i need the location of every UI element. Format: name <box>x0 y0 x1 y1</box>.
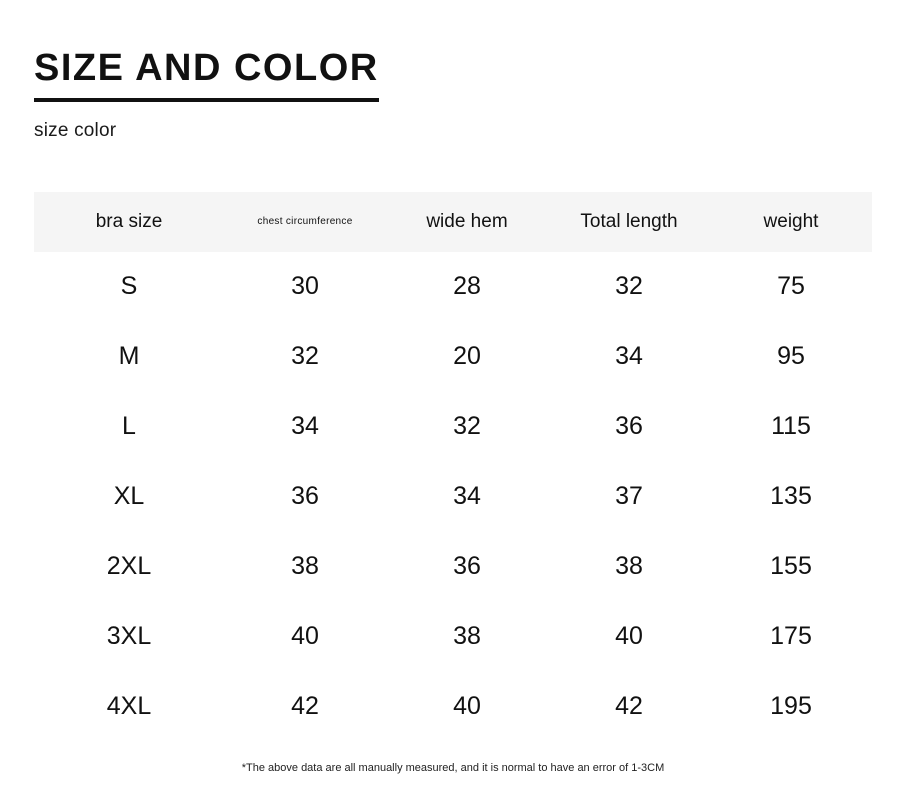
cell-length: 37 <box>615 482 643 511</box>
cell-chest: 30 <box>291 272 319 301</box>
cell-weight: 195 <box>770 692 812 721</box>
size-table-container <box>34 192 872 742</box>
column-header-chest-circumference: chest circumference <box>257 216 353 228</box>
table-body <box>34 252 872 742</box>
cell-weight: 155 <box>770 552 812 581</box>
cell-size: M <box>118 342 140 371</box>
cell-hem: 28 <box>453 272 481 301</box>
cell-hem: 38 <box>453 622 481 651</box>
column-header-weight: weight <box>763 210 819 232</box>
cell-chest: 42 <box>291 692 319 721</box>
table-row <box>34 462 872 532</box>
cell-weight: 115 <box>771 412 811 441</box>
measurement-disclaimer: *The above data are all manually measured, and it is normal to have an error of 1-3CM <box>241 762 665 774</box>
cell-hem: 20 <box>453 342 481 371</box>
cell-size: XL <box>113 482 145 511</box>
page-header <box>0 0 906 142</box>
cell-weight: 135 <box>770 482 812 511</box>
cell-size: 2XL <box>106 552 152 581</box>
column-header-wide-hem: wide hem <box>426 210 508 232</box>
cell-hem: 40 <box>453 692 481 721</box>
page-title: SIZE AND COLOR <box>34 48 379 102</box>
table-row <box>34 532 872 602</box>
table-header <box>34 192 872 252</box>
cell-length: 36 <box>615 412 643 441</box>
table-row <box>34 672 872 742</box>
cell-size: S <box>120 272 138 301</box>
cell-hem: 34 <box>453 482 481 511</box>
cell-chest: 32 <box>291 342 319 371</box>
cell-size: 3XL <box>106 622 152 651</box>
table-row <box>34 602 872 672</box>
cell-length: 38 <box>615 552 643 581</box>
table-header-row <box>34 192 872 252</box>
cell-length: 32 <box>615 272 643 301</box>
cell-size: L <box>122 412 136 441</box>
cell-hem: 36 <box>453 552 481 581</box>
cell-chest: 34 <box>291 412 319 441</box>
cell-length: 42 <box>615 692 643 721</box>
cell-weight: 175 <box>770 622 812 651</box>
table-row <box>34 252 872 322</box>
cell-weight: 75 <box>777 272 805 301</box>
cell-chest: 36 <box>291 482 319 511</box>
table-row <box>34 322 872 392</box>
cell-chest: 40 <box>291 622 319 651</box>
column-header-bra-size: bra size <box>95 210 163 232</box>
cell-weight: 95 <box>777 342 805 371</box>
cell-length: 34 <box>615 342 643 371</box>
cell-chest: 38 <box>291 552 319 581</box>
table-row <box>34 392 872 462</box>
cell-length: 40 <box>615 622 643 651</box>
cell-size: 4XL <box>106 692 152 721</box>
page-subtitle: size color <box>34 119 117 141</box>
cell-hem: 32 <box>453 412 481 441</box>
size-table <box>34 192 872 742</box>
column-header-total-length: Total length <box>580 210 678 232</box>
